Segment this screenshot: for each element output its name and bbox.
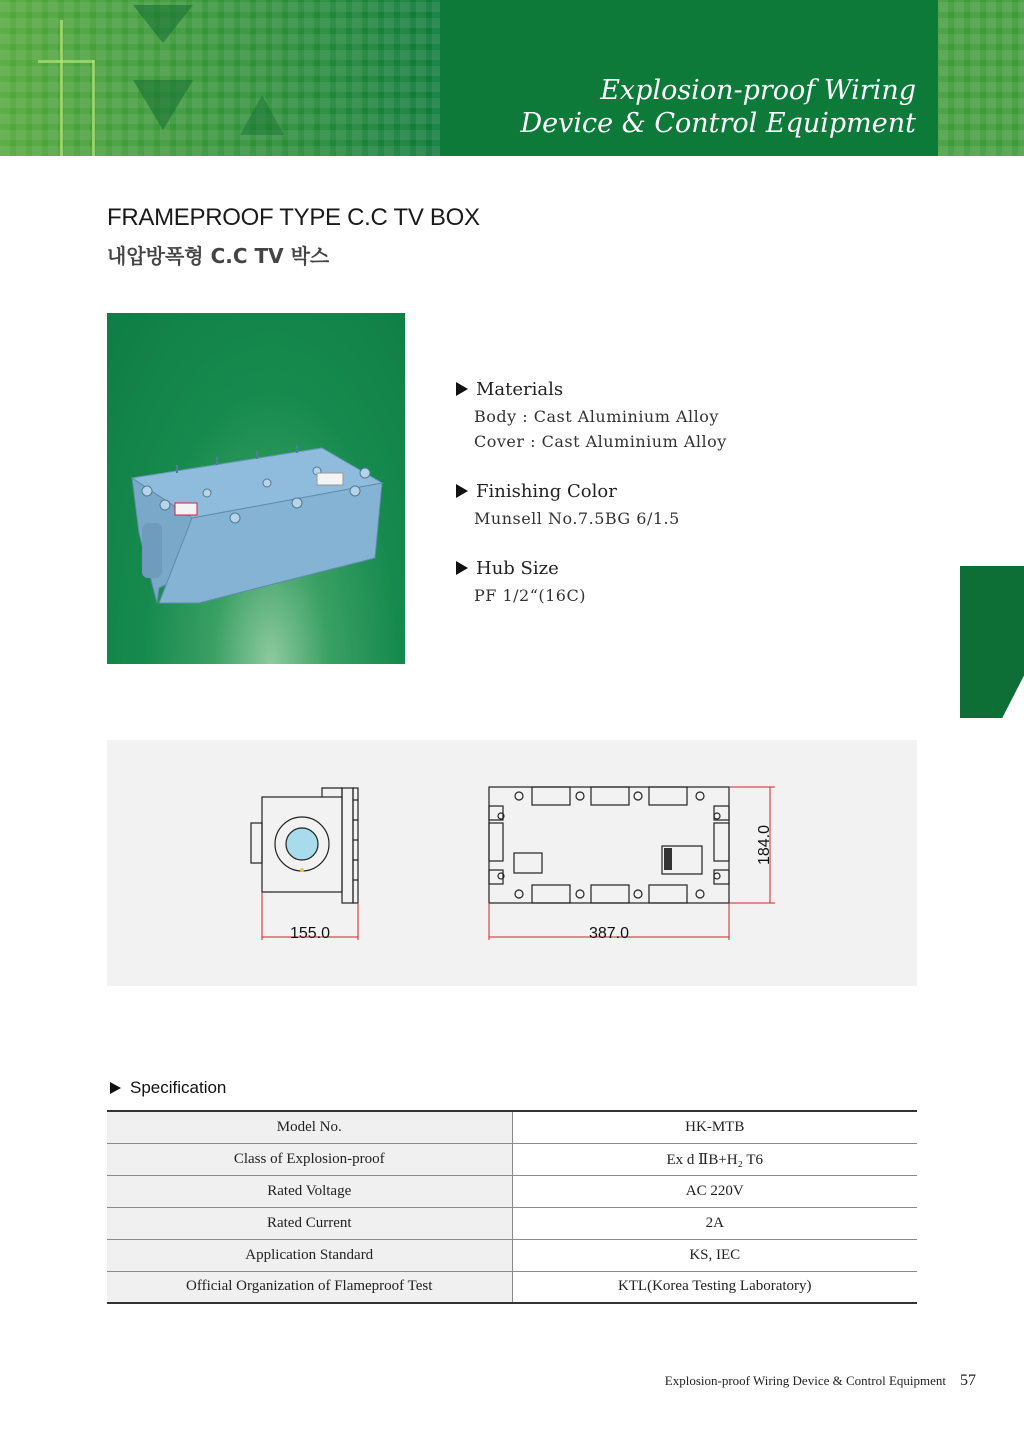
triangle-right-icon	[456, 484, 468, 498]
decor-line	[60, 20, 63, 156]
table-row	[107, 1271, 917, 1303]
dimension-drawing-svg	[107, 740, 917, 986]
table-row	[107, 1175, 917, 1207]
front-width-label: 387.0	[588, 925, 630, 942]
spec-value: KTL(Korea Testing Laboratory)	[512, 1271, 917, 1303]
hub-size-heading	[456, 557, 876, 579]
page-footer	[665, 1372, 976, 1390]
decor-line	[38, 60, 94, 63]
spec-value: 2A	[512, 1207, 917, 1239]
decor-triangle	[240, 95, 284, 135]
table-row	[107, 1111, 917, 1143]
triangle-right-icon	[110, 1082, 121, 1094]
header-pattern-left	[0, 0, 440, 156]
finishing-color-heading	[456, 480, 876, 502]
nameplate-mark	[664, 848, 672, 870]
decor-triangle	[133, 5, 193, 43]
cctv-box-illustration	[107, 313, 405, 664]
specification-heading	[110, 1078, 226, 1098]
table-row	[107, 1239, 917, 1271]
table-row	[107, 1143, 917, 1175]
spec-key: Rated Voltage	[107, 1175, 512, 1207]
product-photo	[107, 313, 405, 664]
hub-size-value: PF 1/2“(16C)	[474, 586, 586, 605]
triangle-right-icon	[456, 382, 468, 396]
header-banner	[0, 0, 1024, 156]
specification-table	[107, 1110, 917, 1304]
page-number: 57	[960, 1372, 976, 1389]
front-height-label: 184.0	[756, 824, 773, 866]
lens-circle	[286, 828, 318, 860]
spec-key: Rated Current	[107, 1207, 512, 1239]
side-width-label: 155.0	[289, 925, 331, 942]
spec-value: Ex d ⅡB+H₂ T6	[512, 1143, 917, 1175]
header-title-line2: Device & Control Equipment	[520, 108, 916, 139]
materials-body: Body : Cast Aluminium Alloy	[474, 407, 719, 426]
spec-key: Official Organization of Flameproof Test	[107, 1271, 512, 1303]
indicator-dot	[300, 868, 304, 872]
decor-triangle	[133, 80, 193, 130]
materials-heading-label: Materials	[476, 378, 564, 400]
materials-heading	[456, 378, 876, 400]
product-info	[456, 378, 876, 608]
materials-cover: Cover : Cast Aluminium Alloy	[474, 432, 727, 451]
decor-line	[92, 60, 95, 156]
spec-value: HK-MTB	[512, 1111, 917, 1143]
product-title-en: FRAMEPROOF TYPE C.C TV BOX	[107, 204, 480, 231]
finishing-color-heading-label: Finishing Color	[476, 480, 617, 502]
dimension-lines	[262, 787, 775, 940]
header-pattern-right	[938, 0, 1024, 156]
footer-text: Explosion-proof Wiring Device & Control Equipment	[664, 1373, 946, 1388]
table-row	[107, 1207, 917, 1239]
finishing-color-value: Munsell No.7.5BG 6/1.5	[474, 509, 680, 528]
header-title-line1: Explosion-proof Wiring	[600, 75, 916, 106]
spec-key: Application Standard	[107, 1239, 512, 1271]
front-view	[489, 787, 729, 903]
specification-heading-label: Specification	[130, 1078, 227, 1097]
spec-value: AC 220V	[512, 1175, 917, 1207]
dimension-drawing	[107, 740, 917, 986]
section-side-tab	[960, 566, 1024, 718]
product-title-ko: 내압방폭형 C.C TV 박스	[107, 244, 330, 268]
spec-key: Model No.	[107, 1111, 512, 1143]
header-title	[521, 74, 916, 140]
triangle-right-icon	[456, 561, 468, 575]
spec-key: Class of Explosion-proof	[107, 1143, 512, 1175]
spec-value: KS, IEC	[512, 1239, 917, 1271]
hub-size-heading-label: Hub Size	[476, 557, 559, 579]
